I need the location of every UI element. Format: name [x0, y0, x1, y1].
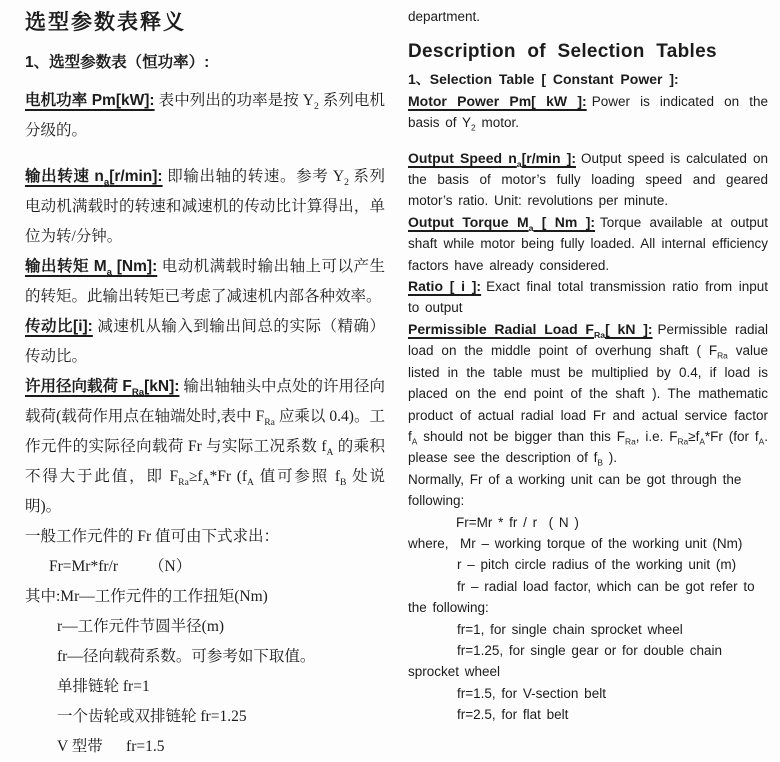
- entry-radial-load-zh: [25, 372, 385, 522]
- text-output-torque-zh: 电动机满载时输出轴上可以产生的转矩。此输出转矩已考虑了减速机内部各种效率。: [25, 258, 385, 305]
- text-motor-power-en: Power is indicated on the basis of $Y_2$ motor.: [408, 93, 768, 133]
- fr-value-gear-double-sprocket-en: fr=1.25, for single gear or for double chain sprocket wheel: [408, 642, 728, 680]
- section-heading-zh: 1、选型参数表（恒功率）:: [25, 54, 210, 71]
- where-r-en: r – pitch circle radius of the working unit (m): [457, 557, 737, 573]
- fr-value-flat-belt-en: fr=2.5, for flat belt: [457, 707, 569, 723]
- text-radial-load-en: Permissible radial load on the middle point of overhung shaft ( $F_{Ra}$ value listed in the table must be multiplied by 0.4, if load is placed on the end point of the shaft ). The mathematic product of actual radial load Fr and actual service factor $f_A$ should not be bigger than this $F_{Ra}$, i.e. $F_{Ra}\ge f_A*Fr$ (for $f_A$. please see the description of $f_B$ ).: [408, 321, 768, 468]
- entry-output-speed-en: [408, 148, 768, 212]
- section-heading-en: 1、Selection Table [ Constant Power ]:: [408, 71, 679, 88]
- term-radial-load-en: Permissible Radial Load $F_{Ra}$[ kN ]:: [408, 320, 653, 340]
- def-mr-zh: 其中:Mr—工作元件的工作扭矩(Nm): [25, 588, 268, 605]
- def-r-zh: r—工作元件节圆半径(m): [57, 618, 225, 635]
- formula-fr-zh: Fr=Mr*fr/r （N）: [49, 558, 192, 575]
- term-motor-power-en: Motor Power Pm[ kW ]:: [408, 92, 587, 109]
- term-ratio-en: Ratio [ i ]:: [408, 278, 482, 295]
- normally-text-en: Normally, Fr of a working unit can be got through the following:: [408, 471, 742, 509]
- entry-output-torque-en: [408, 212, 768, 276]
- entry-ratio-zh: [25, 312, 385, 372]
- term-radial-load-zh: 许用径向载荷 $F_{Ra}[kN]$:: [25, 378, 180, 399]
- term-ratio-zh: 传动比[i]:: [25, 318, 93, 335]
- page-title-en: Description of Selection Tables: [408, 41, 717, 63]
- def-single-sprocket-zh: 单排链轮 fr=1: [57, 678, 150, 695]
- where-mr-en: where, Mr – working torque of the working unit (Nm): [408, 535, 743, 551]
- chinese-column: [25, 6, 386, 755]
- fr-value-v-belt-en: fr=1.5, for V-section belt: [457, 685, 606, 701]
- text-radial-load-zh: 输出轴轴头中点处的许用径向载荷(载荷作用点在轴端处时,表中 $F_{Ra}$ 应乘以 0.4)。工作元件的实际径向载荷 Fr 与实际工况系数 $f_A$ 的乘积不得大于此值，即 $F_{Ra}\ge f_A*Fr$ ($f_A$ 值可参照 $f_B$ 处说明)。: [25, 378, 386, 515]
- entry-motor-power-zh: [25, 86, 385, 146]
- entry-output-speed-zh: [25, 162, 385, 252]
- def-v-belt-zh: V 型带 fr=1.5: [57, 738, 165, 755]
- entry-ratio-en: [408, 276, 768, 319]
- text-output-torque-en: Torque available at output shaft while motor being fully loaded. All internal efficiency factors have already considered.: [408, 214, 768, 273]
- term-output-speed-en: Output Speed $n_a[r/\min$ ]:: [408, 149, 576, 169]
- english-column: [408, 6, 768, 723]
- text-output-speed-zh: 即输出轴的转速。参考 $Y_2$ 系列电动机满载时的转速和减速机的传动比计算得出，单位为转/分钟。: [25, 168, 385, 245]
- def-gear-double-sprocket-zh: 一个齿轮或双排链轮 fr=1.25: [57, 708, 247, 725]
- term-output-speed-zh: 输出转速 $n_a[r/\min]$:: [25, 168, 163, 189]
- page-title-zh: 选型参数表释义: [25, 11, 186, 34]
- term-output-torque-en: Output Torque $M_a$ [ Nm ]:: [408, 213, 596, 233]
- term-motor-power-zh: 电机功率 Pm[kW]:: [25, 92, 155, 109]
- term-output-torque-zh: 输出转矩 $M_a$ [Nm]:: [25, 258, 158, 279]
- text-output-speed-en: Output speed is calculated on the basis of motor’s fully loading speed and geared motor’s ratio. Unit: revolutions per minute.: [408, 150, 768, 209]
- entry-motor-power-en: [408, 91, 768, 134]
- text-motor-power-zh: 表中列出的功率是按 $Y_2$ 系列电机分级的。: [25, 92, 385, 139]
- text-ratio-zh: 减速机从输入到输出间总的实际（精确）传动比。: [25, 318, 385, 365]
- entry-output-torque-zh: [25, 252, 385, 312]
- note-fr-formula-zh: 一般工作元件的 Fr 值可由下式求出：: [25, 528, 280, 545]
- where-fr-en: fr – radial load factor, which can be got refer to the following:: [408, 578, 761, 616]
- text-ratio-en: Exact final total transmission ratio from input to output: [408, 279, 768, 316]
- def-fr-zh: fr—径向载荷系数。可参考如下取值。: [57, 648, 316, 665]
- formula-fr-en: Fr=Mr * fr / r ( N ): [456, 514, 579, 530]
- carryover-text: department.: [408, 9, 481, 24]
- fr-value-single-sprocket-en: fr=1, for single chain sprocket wheel: [457, 621, 683, 637]
- entry-radial-load-en: [408, 319, 768, 469]
